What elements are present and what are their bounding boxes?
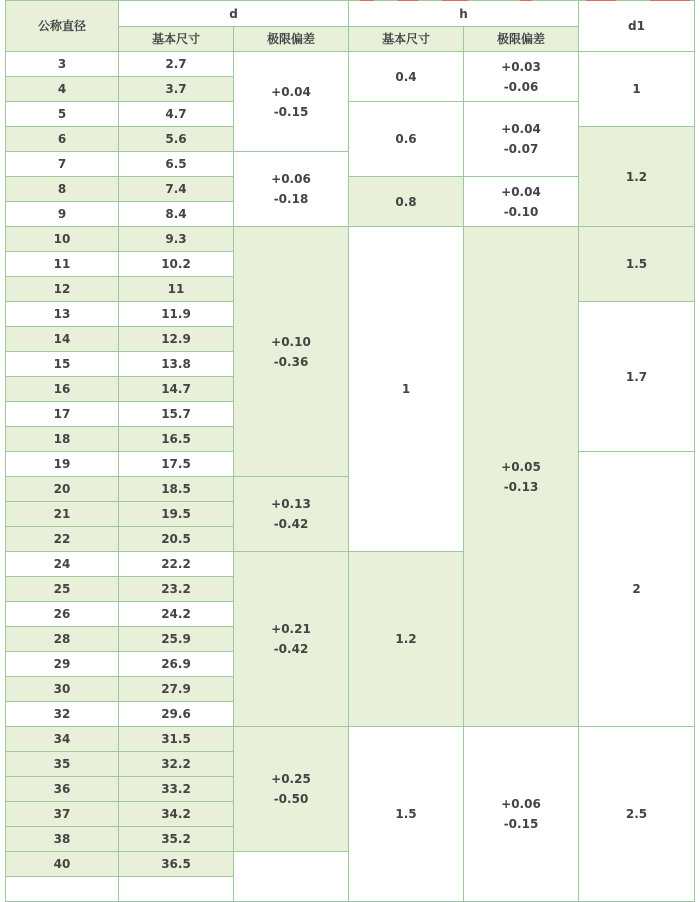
nominal-diameter-cell (5, 177, 119, 202)
nominal-diameter-cell (5, 252, 119, 277)
d-basic-size-value: 7.4 (165, 182, 187, 196)
d-tolerance-upper: +0.06 (271, 172, 311, 186)
d-basic-size-value: 12.9 (161, 332, 191, 346)
d-basic-size-value: 9.3 (165, 232, 187, 246)
header-h-basic-size (349, 27, 464, 52)
header-d-tolerance-label: 极限偏差 (266, 32, 315, 46)
d-basic-size-cell (119, 252, 234, 277)
d-tolerance-upper: +0.13 (271, 497, 311, 511)
header-d1 (579, 0, 695, 52)
nominal-diameter-value: 20 (53, 482, 71, 496)
d-basic-size-cell (119, 152, 234, 177)
header-nominal-diameter (5, 0, 119, 52)
d-tolerance-lower: -0.36 (273, 354, 309, 369)
nominal-diameter-value: 21 (53, 507, 71, 521)
d-tolerance-lower: -0.50 (273, 792, 309, 806)
nominal-diameter-cell (5, 777, 119, 802)
d-tolerance-lower: -0.42 (273, 642, 309, 656)
h-basic-size-cell (349, 102, 464, 177)
d1-cell (579, 227, 695, 302)
d-basic-size-cell (119, 102, 234, 127)
d-basic-size-value: 3.7 (165, 82, 187, 96)
nominal-diameter-cell (5, 427, 119, 452)
d1-value: 2 (632, 582, 641, 596)
h-basic-size-value: 1.5 (395, 807, 417, 821)
d-basic-size-value: 10.2 (161, 257, 191, 271)
d-basic-size-value: 14.7 (161, 382, 191, 396)
nominal-diameter-cell (5, 377, 119, 402)
d-tolerance-cell (234, 227, 349, 477)
nominal-diameter-value: 19 (53, 457, 71, 471)
d1-cell (579, 452, 695, 727)
d1-value: 1.2 (625, 169, 648, 184)
h-tolerance-lower: -0.15 (503, 817, 539, 831)
d-basic-size-cell (119, 527, 234, 552)
d-basic-size-cell (119, 702, 234, 727)
d-basic-size-cell (119, 502, 234, 527)
d-basic-size-value: 6.5 (165, 157, 187, 171)
d-basic-size-value: 34.2 (161, 807, 191, 821)
nominal-diameter-cell (5, 277, 119, 302)
nominal-diameter-value: 10 (53, 232, 71, 246)
nominal-diameter-cell (5, 477, 119, 502)
nominal-diameter-cell (5, 227, 119, 252)
nominal-diameter-value: 11 (53, 257, 71, 271)
h-basic-size-cell (349, 227, 464, 552)
d-tolerance-cell (234, 152, 349, 227)
header-h-tolerance (464, 27, 579, 52)
d-basic-size-cell (119, 177, 234, 202)
nominal-diameter-cell (5, 752, 119, 777)
d-tolerance-cell (234, 477, 349, 552)
h-basic-size-value: 1 (401, 382, 411, 396)
d-basic-size-cell (119, 627, 234, 652)
d-basic-size-value: 25.9 (161, 632, 191, 646)
nominal-diameter-value: 28 (53, 632, 71, 646)
h-tolerance-cell (464, 52, 579, 102)
header-nominal-label: 公称直径 (37, 19, 86, 33)
d-basic-size-cell (119, 552, 234, 577)
header-h (349, 0, 579, 27)
nominal-diameter-value: 26 (53, 607, 71, 621)
d1-value: 2.5 (625, 807, 648, 821)
d-tolerance-lower: -0.42 (273, 517, 309, 531)
nominal-diameter-value: 14 (53, 332, 71, 346)
d-tolerance-cell (234, 852, 349, 902)
d-basic-size-cell (119, 202, 234, 227)
nominal-diameter-cell (5, 302, 119, 327)
nominal-diameter-value: 32 (53, 707, 71, 721)
d-basic-size-cell (119, 452, 234, 477)
d1-cell (579, 302, 695, 452)
nominal-diameter-cell (5, 352, 119, 377)
d-basic-size-cell (119, 652, 234, 677)
d-basic-size-cell (119, 677, 234, 702)
d1-value: 1.5 (625, 257, 648, 271)
d-basic-size-value: 36.5 (161, 857, 191, 871)
d-basic-size-value: 24.2 (161, 607, 191, 621)
nominal-diameter-cell (5, 77, 119, 102)
header-h-basic-label: 基本尺寸 (381, 32, 430, 46)
d-basic-size-value: 29.6 (161, 707, 191, 721)
nominal-diameter-cell (5, 452, 119, 477)
nominal-diameter-cell (5, 877, 119, 902)
nominal-diameter-value: 9 (57, 207, 67, 221)
d-basic-size-cell (119, 852, 234, 877)
h-tolerance-upper: +0.03 (501, 59, 541, 74)
nominal-diameter-value: 7 (57, 157, 67, 171)
d-basic-size-value: 27.9 (161, 682, 191, 696)
h-tolerance-upper: +0.04 (501, 122, 541, 136)
nominal-diameter-cell (5, 827, 119, 852)
nominal-diameter-cell (5, 702, 119, 727)
nominal-diameter-value: 17 (53, 407, 71, 421)
h-tolerance-cell (464, 727, 579, 902)
nominal-diameter-value: 13 (53, 307, 71, 321)
nominal-diameter-cell (5, 677, 119, 702)
d-tolerance-cell (234, 552, 349, 727)
d-basic-size-value: 26.9 (161, 657, 191, 671)
nominal-diameter-value: 22 (53, 532, 71, 546)
nominal-diameter-value: 40 (53, 857, 71, 871)
nominal-diameter-value: 34 (53, 732, 71, 746)
d-basic-size-value: 11.9 (161, 307, 191, 321)
h-basic-size-value: 0.8 (395, 194, 417, 209)
nominal-diameter-cell (5, 602, 119, 627)
nominal-diameter-value: 16 (53, 382, 71, 396)
h-basic-size-cell (349, 727, 464, 902)
d-basic-size-cell (119, 752, 234, 777)
d-basic-size-value: 32.2 (161, 757, 191, 771)
h-basic-size-cell (349, 52, 464, 102)
nominal-diameter-cell (5, 577, 119, 602)
d-basic-size-value: 17.5 (161, 457, 191, 471)
d-basic-size-cell (119, 602, 234, 627)
nominal-diameter-cell (5, 402, 119, 427)
h-basic-size-cell (349, 552, 464, 727)
d-basic-size-value: 35.2 (161, 832, 191, 846)
d-basic-size-cell (119, 427, 234, 452)
d-basic-size-value: 20.5 (161, 532, 191, 546)
nominal-diameter-value: 3 (57, 57, 67, 71)
d-basic-size-cell (119, 227, 234, 252)
d-basic-size-value: 5.6 (165, 132, 187, 146)
nominal-diameter-cell (5, 627, 119, 652)
d-basic-size-cell (119, 727, 234, 752)
d-basic-size-cell (119, 127, 234, 152)
d-basic-size-cell (119, 277, 234, 302)
nominal-diameter-value: 24 (53, 557, 71, 571)
h-tolerance-cell (464, 102, 579, 177)
nominal-diameter-value: 37 (53, 807, 71, 821)
nominal-diameter-value: 15 (53, 357, 71, 371)
d1-cell (579, 727, 695, 902)
nominal-diameter-value: 25 (53, 582, 71, 596)
nominal-diameter-cell (5, 152, 119, 177)
nominal-diameter-cell (5, 727, 119, 752)
nominal-diameter-value: 29 (53, 657, 71, 671)
h-tolerance-upper: +0.06 (501, 797, 541, 811)
d1-value: 1.7 (625, 369, 648, 384)
header-d (119, 0, 349, 27)
h-tolerance-lower: -0.06 (503, 79, 539, 94)
h-tolerance-cell (464, 177, 579, 227)
header-d-basic-label: 基本尺寸 (151, 32, 200, 46)
d-basic-size-cell (119, 802, 234, 827)
header-d-tolerance (234, 27, 349, 52)
d-basic-size-value: 19.5 (161, 507, 191, 521)
nominal-diameter-cell (5, 802, 119, 827)
d-basic-size-value: 8.4 (165, 207, 187, 221)
nominal-diameter-cell (5, 327, 119, 352)
d-basic-size-value: 11 (167, 282, 185, 296)
d-tolerance-upper: +0.21 (271, 622, 311, 636)
nominal-diameter-value: 30 (53, 682, 71, 696)
nominal-diameter-value: 38 (53, 832, 71, 846)
d-basic-size-cell (119, 477, 234, 502)
h-basic-size-value: 1.2 (395, 632, 417, 646)
d-tolerance-upper: +0.25 (271, 772, 311, 786)
d-basic-size-value: 23.2 (161, 582, 191, 596)
d-basic-size-cell (119, 827, 234, 852)
d-basic-size-value: 2.7 (165, 57, 187, 71)
nominal-diameter-cell (5, 652, 119, 677)
d-basic-size-cell (119, 377, 234, 402)
header-d-label: d (229, 6, 238, 21)
d1-value: 1 (632, 82, 641, 96)
h-tolerance-lower: -0.13 (503, 479, 539, 494)
d-basic-size-cell (119, 327, 234, 352)
d-basic-size-value: 18.5 (161, 482, 191, 496)
nominal-diameter-cell (5, 127, 119, 152)
d-basic-size-cell (119, 302, 234, 327)
h-basic-size-value: 0.6 (395, 132, 417, 146)
nominal-diameter-cell (5, 852, 119, 877)
d-tolerance-cell (234, 727, 349, 852)
header-d-basic-size (119, 27, 234, 52)
nominal-diameter-value: 18 (53, 432, 71, 446)
nominal-diameter-cell (5, 202, 119, 227)
header-h-label: h (459, 6, 468, 21)
nominal-diameter-value: 8 (57, 182, 67, 196)
nominal-diameter-cell (5, 552, 119, 577)
d-basic-size-cell (119, 52, 234, 77)
d-basic-size-value: 13.8 (161, 357, 191, 371)
d1-cell (579, 52, 695, 127)
h-tolerance-lower: -0.10 (503, 204, 539, 219)
nominal-diameter-cell (5, 502, 119, 527)
nominal-diameter-cell (5, 102, 119, 127)
nominal-diameter-value: 12 (53, 282, 71, 296)
h-basic-size-value: 0.4 (395, 69, 417, 84)
d-basic-size-value: 31.5 (161, 732, 191, 746)
d-basic-size-value: 16.5 (161, 432, 191, 446)
h-tolerance-upper: +0.05 (501, 459, 541, 474)
d-tolerance-lower: -0.18 (273, 192, 309, 206)
d-tolerance-upper: +0.10 (271, 334, 311, 349)
h-tolerance-upper: +0.04 (501, 184, 541, 199)
d-basic-size-cell (119, 402, 234, 427)
nominal-diameter-value: 6 (57, 132, 67, 146)
d1-cell (579, 127, 695, 227)
d-basic-size-value: 22.2 (161, 557, 191, 571)
d-tolerance-cell (234, 52, 349, 152)
h-tolerance-lower: -0.07 (503, 142, 539, 156)
nominal-diameter-cell (5, 527, 119, 552)
h-tolerance-cell (464, 227, 579, 727)
nominal-diameter-value: 4 (57, 82, 67, 96)
nominal-diameter-value: 5 (57, 107, 67, 121)
d-basic-size-value: 4.7 (165, 107, 187, 121)
d-basic-size-cell (119, 877, 234, 902)
nominal-diameter-cell (5, 52, 119, 77)
d-basic-size-cell (119, 577, 234, 602)
header-d1-label: d1 (628, 19, 645, 33)
header-h-tolerance-label: 极限偏差 (496, 32, 545, 46)
h-basic-size-cell (349, 177, 464, 227)
nominal-diameter-value: 35 (53, 757, 71, 771)
d-basic-size-value: 33.2 (161, 782, 191, 796)
d-basic-size-value: 15.7 (161, 407, 191, 421)
nominal-diameter-value: 36 (53, 782, 71, 796)
d-tolerance-lower: -0.15 (273, 104, 309, 119)
d-basic-size-cell (119, 352, 234, 377)
d-tolerance-upper: +0.04 (271, 84, 311, 99)
d-basic-size-cell (119, 77, 234, 102)
d-basic-size-cell (119, 777, 234, 802)
